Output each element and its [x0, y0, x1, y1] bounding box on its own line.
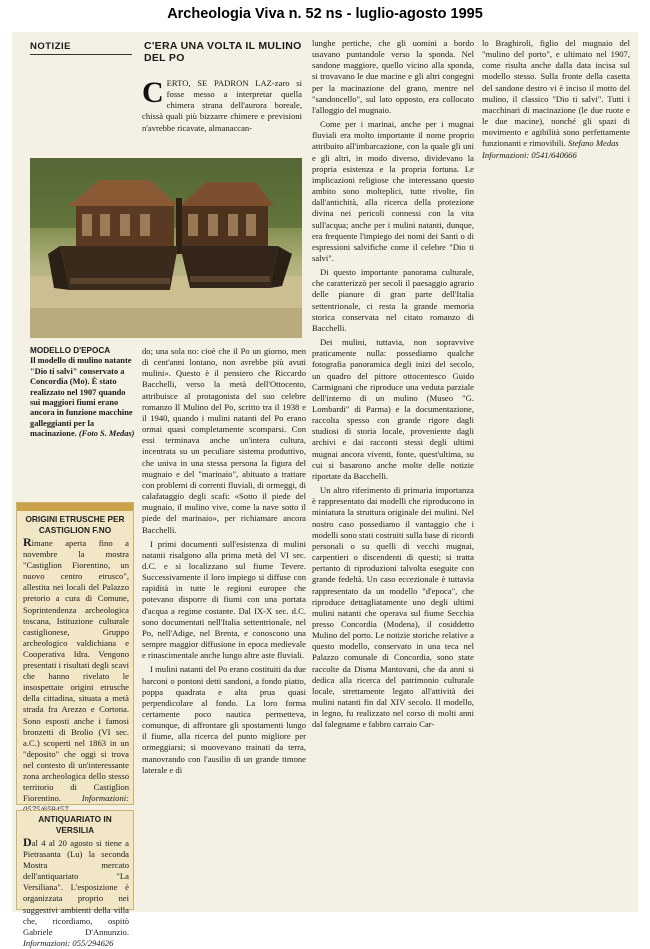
section-label: NOTIZIE	[30, 41, 71, 52]
article-column-2	[142, 346, 306, 906]
article-column-4	[482, 38, 630, 188]
mill-model-photo	[30, 158, 302, 338]
article-paragraph: do; una sola no: cioè che il Po un giorno, men di cent'anni lontano, non avrebbe più avuti mulini». Questo è il pensiero che Riccardo Bacchelli, verso la metà dell'Ottocento, attribuisce al protagonista del suo celebre romanzo Il Mulino del Po, scritto tra il 1938 e il 1940, quando i mulini natanti del Po erano ormai quasi completamente scomparsi. Con essi terminava anche un'intera cultura, incentrata su un peculiare sistema produttivo, che univa in una stessa persona la figura del mugnaio e del "marinaio", abituato a trattare con problemi di correnti fluviali, di ormeggi, di calafataggio degli scafi: «Sotto il piede del mugnaio, il mulino vive, come la nave sotto il piede del marinaio», per richiamare ancora Bacchelli.	[142, 346, 306, 535]
box-body: al 4 al 20 agosto si tiene a Pietrasanta (Lu) la seconda Mostra mercato dell'antiquariato "La Versiliana". L'esposizione è organizzata proprio nei suggestivi ambienti della villa che, ricordiamo, ospitò Gabriele D'Annunzio.	[23, 838, 129, 937]
article-paragraph: lo Braghiroli, figlio del mugnaio del "mulino del porto", e ultimato nel 1907, come risulta anche dalla data incisa sul modello stesso. Sulla fronte della casetta del sandone destro vi è inciso il motto del mulino, il classico "Dio ti salvi". Tutti i macchinari di macinazione (le due ruote e le due macine), nonché gli spazi di movimento e agibilità sono perfettamente funzionanti e rimovibili.	[482, 38, 630, 149]
mill-model-illustration	[30, 158, 302, 338]
article-info: Informazioni: 0541/640666	[482, 149, 577, 160]
article-lead	[142, 78, 302, 160]
article-title: C'ERA UNA VOLTA IL MULINO DEL PO	[144, 40, 302, 64]
article-signature: Stefano Medas	[567, 138, 619, 149]
news-box-etruscan	[16, 502, 134, 805]
article-column-3	[312, 38, 474, 906]
box-heading: ANTIQUARIATO IN VERSILIA	[38, 814, 112, 835]
article-paragraph: I mulini natanti del Po erano costituiti da due barconi o pontoni detti sandoni, a fondo piatto, poppa quadrata e alta prua quasi perpendicolare al fondo. La loro forma certamente poco nautica permetteva, comunque, di affrontare gli spostamenti lungo il fiume, alla ricerca del punto migliore per ormeggiarsi; si muovevano trainati da terra, manovrando con l'ausilio di un grande timone laterale e di	[142, 664, 306, 775]
article-paragraph: Come per i marinai, anche per i mugnai fluviali era molto importante il nome proprio attribuito all'imbarcazione, con la quale gli uni e gli altri, in modo diverso, dividevano la propria esistenza e la propria fortuna. Le implicazioni religiose che interessano questo ambito sono molteplici, tutte rivolte, fin dall'antichità, alla ricerca della protezione divina nei pericoli connessi con la vita sull'acqua; anche per i mulini natanti, dunque, era frequente l'impiego dei nomi dei Santi o di espressioni salvifiche come il celebre "Dio ti salvi".	[312, 119, 474, 263]
box-info: Informazioni:	[81, 793, 129, 804]
news-box-antiquariato	[16, 810, 134, 948]
section-rule	[30, 54, 132, 55]
caption-credit: (Foto S. Medas)	[78, 429, 135, 439]
box-text	[17, 837, 133, 949]
caption-heading: MODELLO D'EPOCA	[30, 346, 111, 355]
magazine-page	[12, 32, 638, 948]
photo-caption	[30, 346, 136, 440]
article-paragraph: Dei mulini, tuttavia, non sopravvive praticamente nulla: possediamo qualche fotografia panoramica degli inizi del secolo, un quadro del pittore ottocentesco Guido Carmignani che riproduce una veduta parziale dell'interno di un mulino (Museo "G. Lombardi" di Parma) e la documentazione, raccolta spesso con grande rigore dagli studiosi di storia locale, proveniente dagli archivi e dai racconti stessi degli ultimi mugnai ancora viventi, fonte, quest'ultima, su cui si basarono anche molte delle notizie riportate da Bacchelli.	[312, 337, 474, 481]
box-info: Informazioni: 055/294626	[23, 937, 114, 948]
box-heading: ORIGINI ETRUSCHE PER CASTIGLION F.NO	[25, 514, 125, 535]
page-header: Archeologia Viva n. 52 ns - luglio-agosto 1995	[167, 6, 483, 22]
article-paragraph: lunghe pertiche, che gli uomini a bordo usavano puntandole verso la sponda. Nel sandone maggiore, quello vicino alla sponda, si trovavano le due macine e gli altri congegni per la macinazione del grano, mentre nel "sandoncello", sul lato opposto, era collocato l'alloggio del mugnaio.	[312, 38, 474, 115]
box-dropcap: R	[23, 535, 32, 549]
caption-text: Il modello di mulino natante "Dio ti salvi" conservato a Concordia (Mo). È stato realizzato nel 1907 quando sui maggiori fiumi erano ancora in funzione macchine galleggianti per la macinazione.	[30, 356, 133, 439]
box-text	[17, 537, 133, 815]
article-paragraph: I primi documenti sull'esistenza di mulini natanti risalgono alla prima metà del VI sec. d.C. e si localizzano sul fiume Tevere. Successivamente il loro impiego si diffuse con rapidità in tutte le regioni europee che potevano disporre di fiumi con una portata d'acqua a regime costante. Dal IX-X sec. d.C. sono documentati nell'Italia settentrionale, nel Po, nell'Adige, nel Brenta, e conoscono una sempre maggior diffusione in epoca medievale e rinascimentale anche lungo altre aste fluviali.	[142, 538, 306, 661]
box-body: imane aperta fino a novembre la mostra "Castiglion Fiorentino, un nuovo centro etrusco", allestita nei locali del Palazzo pretorio a cura di Comune, Soprintendenza archeologica toscana, Istituzione culturale castiglionese, Gruppo archeologico valdichiana e Cooperativa Idra. Vengono presentati i risultati degli scavi che hanno rivelato le insospettate origini etrusche della cittadina, situata a metà strada fra Arezzo e Cortona. Sono esposti anche i famosi bronzetti di Brolio (VI sec. a.C.) scoperti nel 1863 in un "deposito" che oggi si trova nel contesto di un'interessante zona archeologica dello stesso territorio di Castiglion Fiorentino.	[23, 538, 129, 804]
article-dropcap: C	[142, 76, 164, 109]
article-paragraph: Un altro riferimento di primaria importanza è rappresentato dai modelli che riproducono in miniatura la struttura originale dei mulini. Nel nostro caso possediamo il vantaggio che i modelli sono stati costruiti sulla base di ricordi personali o su quelli di vecchi mugnai, carpentieri o discendenti di questi; si tratta pertanto di riproduzioni talvolta eseguite con grande fedeltà. Un caso eccezionale è tuttavia rappresentato da un modello "d'epoca", che riproduce dettagliatamente uno degli ultimi mulini natanti che operava sul fiume Secchia presso Concordia (Modena), il cosiddetto Mulino del porto. Le notizie storiche relative a questo modello, conservato in una teca nel Palazzo comunale di Concordia, sono state raccolte da Disma Mantovani, che da anni si dedica alla ricerca del patrimonio culturale locale, strettamente legato all'attività dei mulini natanti fin dal XIV secolo. Il modello, in legno, fu realizzato nel corso di molti anni dal falegname e fabbro carraio Car-	[312, 485, 474, 730]
article-paragraph: Di questo importante panorama culturale, che caratterizzò per secoli il paesaggio agrario delle pianure di gran parte dell'Italia settentrionale, ci resta la grande memoria storica conservata nel citato romanzo di Bacchelli.	[312, 267, 474, 333]
box-dropcap: D	[23, 835, 32, 849]
box-band	[17, 503, 133, 511]
article-lead-text: ERTO, SE PADRON LAZ-zaro si fosse messo a interpretar quella chimera strana dell'aurora boreale, chissà quali più bizzarre chimere e previsioni n'avrebbe ricavate, almanaccan-	[142, 78, 302, 133]
